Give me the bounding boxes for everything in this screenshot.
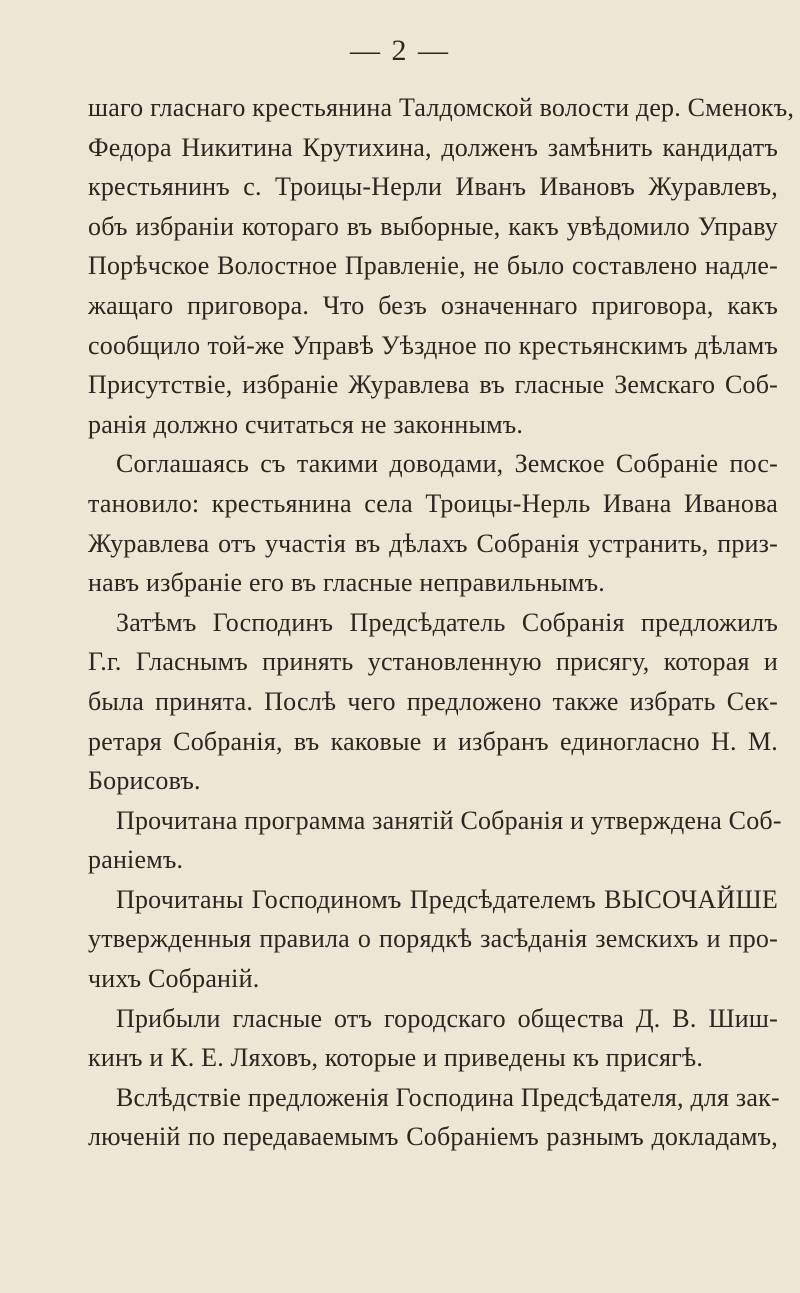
text-line: Федора Никитина Крутихина, долженъ замѣнить кандидатъ — [88, 132, 778, 162]
text-line: была принята. Послѣ чего предложено также избрать Сек- — [88, 686, 778, 716]
text-line: ранія должно считаться не законнымъ. — [88, 409, 524, 439]
text-line: шаго гласнаго крестьянина Талдомской волости дер. Сменокъ, — [88, 93, 795, 122]
text-line: Соглашаясь съ такими доводами, Земское Собраніе пос- — [116, 449, 778, 479]
text-line: раніемъ. — [88, 845, 184, 875]
text-line: Вслѣдствіе предложенія Господина Предсѣдателя, для зак- — [116, 1082, 780, 1112]
text-line: Присутствіе, избраніе Журавлева въ гласные Земскаго Соб- — [88, 370, 778, 400]
text-line: Прибыли гласные отъ городскаго общества Д. В. Шиш- — [116, 1003, 778, 1033]
text-line: Затѣмъ Господинъ Предсѣдатель Собранія предложилъ — [116, 607, 778, 637]
body-text — [88, 88, 795, 1157]
text-line: тановило: крестьянина села Троицы-Нерль Ивана Иванова — [88, 488, 778, 518]
page-number: — 2 — — [350, 34, 450, 67]
text-line: Прочитана программа занятій Собранія и утверждена Соб- — [116, 805, 782, 835]
text-line: Порѣчское Волостное Правленіе, не было составлено надле- — [88, 251, 778, 281]
text-line: утвержденныя правила о порядкѣ засѣданія земскихъ и про- — [88, 924, 778, 954]
text-line: жащаго приговора. Что безъ означеннаго приговора, какъ — [88, 290, 778, 320]
text-line: чихъ Собраній. — [88, 964, 260, 994]
text-line: ретаря Собранія, въ каковые и избранъ единогласно Н. М. — [88, 726, 778, 756]
text-line: Прочитаны Господиномъ Предсѣдателемъ ВЫСОЧАЙШЕ — [116, 884, 778, 914]
text-line: кинъ и К. Е. Ляховъ, которые и приведены къ присягѣ. — [88, 1043, 704, 1073]
text-line: сообщило той-же Управѣ Уѣздное по крестьянскимъ дѣламъ — [88, 330, 778, 360]
text-line: Борисовъ. — [88, 766, 201, 796]
text-line: навъ избраніе его въ гласные неправильнымъ. — [88, 568, 605, 598]
text-line: Г.г. Гласнымъ принять установленную присягу, которая и — [88, 647, 778, 677]
text-line: крестьянинъ с. Троицы-Нерли Иванъ Ивановъ Журавлевъ, — [88, 172, 778, 202]
text-line: объ избраніи котораго въ выборные, какъ увѣдомило Управу — [88, 211, 778, 241]
text-line: люченій по передаваемымъ Собраніемъ разнымъ докладамъ, — [88, 1122, 778, 1152]
text-line: Журавлева отъ участія въ дѣлахъ Собранія устранить, приз- — [88, 528, 778, 558]
